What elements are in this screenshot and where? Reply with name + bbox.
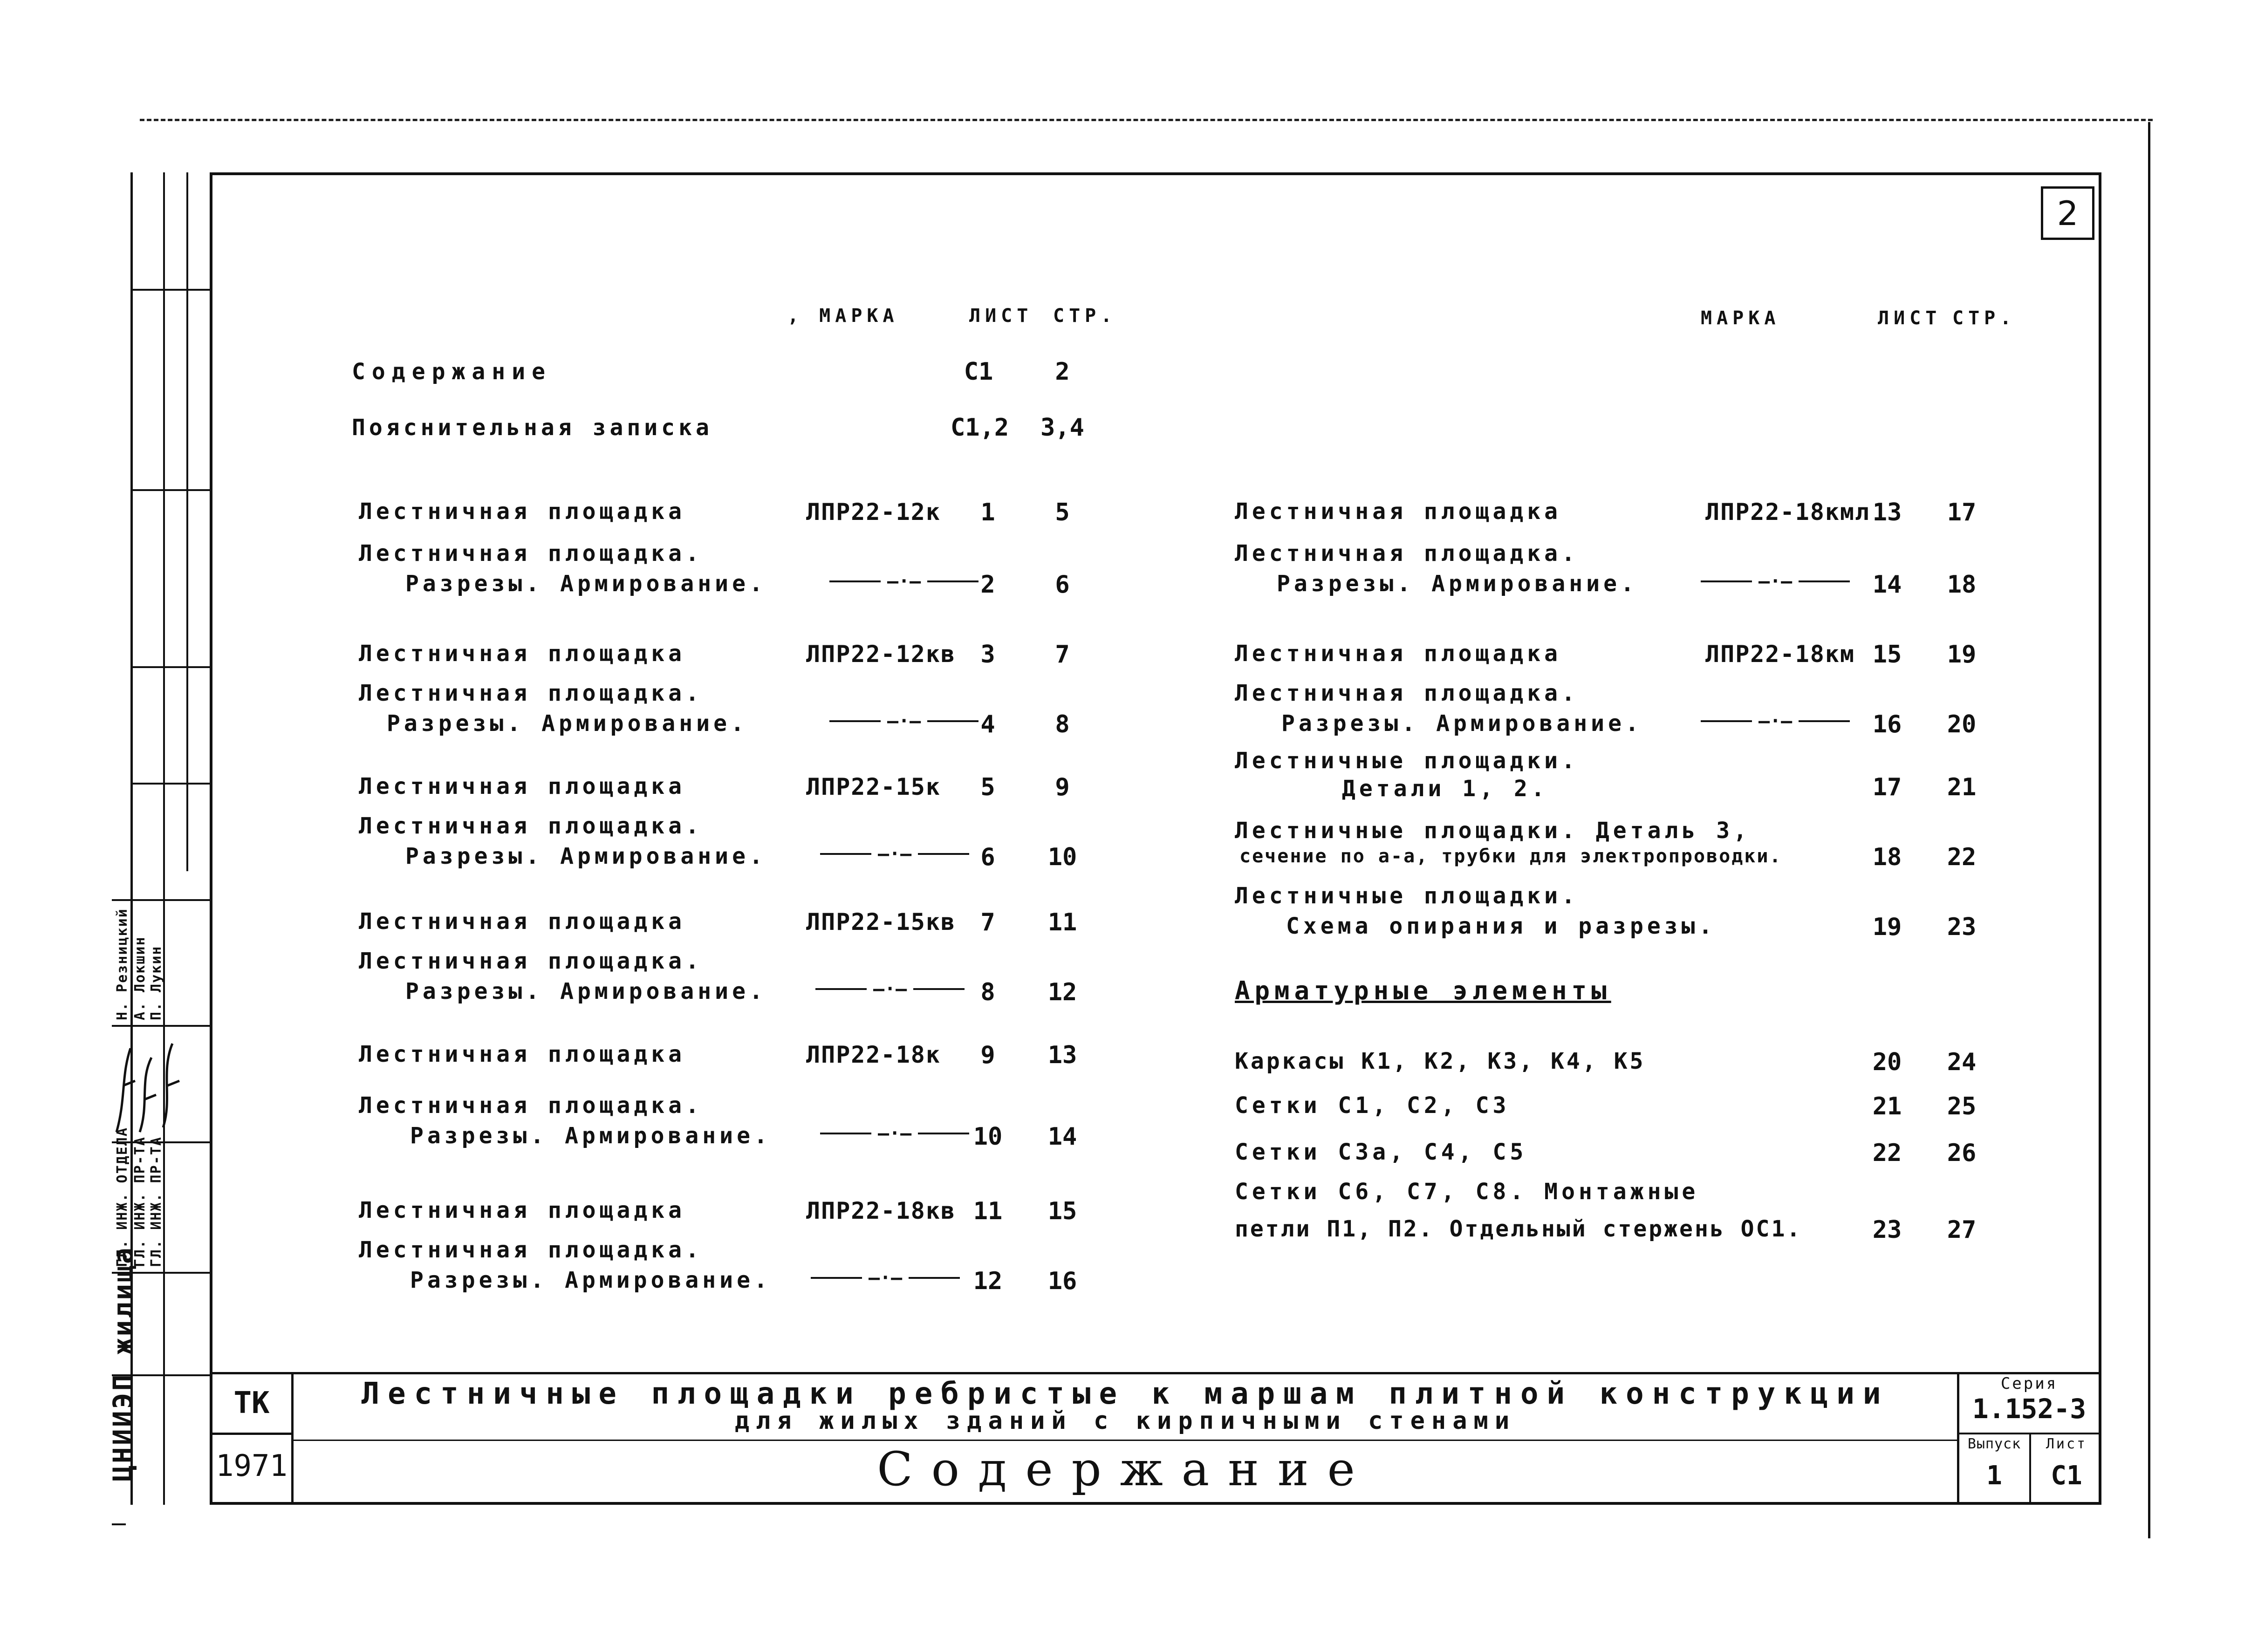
toc-left-title: Лестничная площадка. [359,813,703,839]
toc-left-ditto: —·— [815,978,965,1000]
toc-right-page: 18 [1947,571,1977,599]
toc-left-sheet: 9 [980,1041,995,1069]
toc-left-mark: ЛПР22-15кв [806,908,956,935]
title-block-issue-label: Выпуск [1967,1436,2021,1452]
left-strip-tick-5 [112,899,210,901]
title-block-divider-title [294,1440,1957,1441]
toc-left-title: Лестничная площадка [359,908,686,935]
toc-armature-page: 27 [1947,1216,1977,1244]
title-block-issue-value: 1 [1986,1461,2002,1491]
toc-right-page: 22 [1947,843,1977,871]
toc-left-sheet: 5 [980,773,995,801]
toc-right-page: 23 [1947,913,1977,941]
toc-right-sheet: 17 [1872,773,1902,801]
toc-left-title: Лестничная площадка [359,498,686,525]
toc-right-sheet: 18 [1872,843,1902,871]
toc-left-page: 9 [1055,773,1070,801]
stamp-organization: ЦНИИЭП жилища [107,1246,139,1481]
toc-left-ditto: —·— [829,571,978,592]
toc-right-subtitle: сечение по а-а, трубки для электропроводки. [1239,846,1782,867]
toc-right-sheet: 15 [1872,641,1902,669]
toc-left-ditto: —·— [820,843,969,865]
toc-left-sheet: 3 [980,641,995,669]
bottom-left-tick [112,1523,126,1525]
toc-left-title: Лестничная площадка [359,641,686,667]
stamp-name-2: А. Локшин [132,936,148,1020]
toc-right-ditto: —·— [1701,571,1850,592]
left-header-mark: , МАРКА [787,305,899,327]
toc-right-title: Лестничные площадки. [1235,748,1579,774]
left-strip-tick-3 [130,666,210,668]
left-strip-line-3 [186,172,188,871]
sheet-top-dashed-line [140,119,2153,121]
toc-left-mark: ЛПР22-12кв [806,641,956,668]
toc-intro-page-2: 3,4 [1040,414,1084,442]
toc-left-ditto: —·— [820,1123,969,1144]
toc-armature-sheet: 23 [1872,1216,1902,1244]
title-block-v1 [291,1372,294,1505]
toc-intro-sheet-1: С1 [964,358,993,386]
title-block-year: 1971 [215,1449,288,1483]
toc-left-page: 12 [1047,978,1077,1006]
toc-armature-page: 25 [1947,1092,1977,1120]
toc-right-title: Лестничная площадка [1235,498,1562,525]
title-block-title-line2: для жилых зданий с кирпичными стенами [734,1407,1516,1435]
title-block-title-line1: Лестничные площадки ребристые к маршам плитной конструкции [361,1377,1889,1411]
toc-armature-title: Каркасы К1, К2, К3, К4, К5 [1235,1048,1646,1074]
toc-left-title: Лестничная площадка. [359,948,703,974]
toc-left-page: 8 [1055,710,1070,738]
toc-left-subtitle: Разрезы. Армирование. [405,843,766,869]
title-block-v3 [2029,1433,2031,1505]
toc-left-sheet: 10 [973,1123,1003,1151]
toc-right-subtitle: Разрезы. Армирование. [1277,571,1638,597]
title-block-mid [210,1433,294,1435]
toc-right-page: 21 [1947,773,1977,801]
right-header-sheet: ЛИСТ [1878,307,1942,329]
toc-left-title: Лестничная площадка. [359,540,703,567]
title-block-code: ТК [233,1386,270,1420]
toc-right-sheet: 14 [1872,571,1902,599]
left-strip-tick-2 [130,489,210,491]
toc-left-ditto: —·— [829,710,978,732]
left-header-sheet: ЛИСТ [969,305,1033,327]
left-strip-tick-4 [130,783,210,785]
toc-left-sheet: 7 [980,908,995,936]
toc-right-mark: ЛПР22-18км [1705,641,1855,668]
toc-left-subtitle: Разрезы. Армирование. [410,1267,771,1293]
toc-left-sheet: 6 [980,843,995,871]
toc-right-ditto: —·— [1701,710,1850,732]
toc-right-mark: ЛПР22-18кмл [1705,498,1870,526]
toc-left-title: Лестничная площадка [359,1041,686,1067]
toc-left-page: 6 [1055,571,1070,599]
toc-left-page: 5 [1055,498,1070,526]
toc-left-page: 16 [1047,1267,1077,1295]
toc-left-ditto: —·— [811,1267,960,1289]
title-block-top [210,1372,2101,1374]
toc-armature-page: 24 [1947,1048,1977,1076]
toc-armature-sheet: 22 [1872,1139,1902,1167]
toc-right-title: Лестничные площадки. Деталь 3, [1235,818,1751,844]
toc-left-page: 15 [1047,1197,1077,1225]
stamp-name-1: Н. Резницкий [114,908,130,1020]
toc-left-subtitle: Разрезы. Армирование. [410,1123,771,1149]
toc-intro-title-1: Содержание [352,359,552,385]
toc-right-subtitle: Детали 1, 2. [1342,776,1548,802]
left-strip-line-2 [163,172,165,1505]
toc-right-page: 19 [1947,641,1977,669]
toc-left-sheet: 11 [973,1197,1003,1225]
toc-right-sheet: 19 [1872,913,1902,941]
page-number-box [2041,186,2094,240]
toc-armature-title: Сетки С6, С7, С8. Монтажные [1235,1179,1699,1205]
toc-left-mark: ЛПР22-12к [806,498,941,526]
stamp-role-2: ГЛ. ИНЖ. ПР-ТА [132,1136,148,1267]
toc-left-mark: ЛПР22-18кв [806,1197,956,1224]
toc-right-page: 20 [1947,710,1977,738]
toc-left-mark: ЛПР22-15к [806,773,941,800]
toc-left-title: Лестничная площадка. [359,1092,703,1119]
left-strip-tick-6 [112,1025,210,1027]
title-block-sheet-label: Лист [2046,1436,2087,1452]
toc-left-sheet: 8 [980,978,995,1006]
toc-left-title: Лестничная площадка. [359,1237,703,1263]
stamp-role-1: ГЛ. ИНЖ. ОТДЕЛА [114,1127,130,1267]
toc-armature-title: Сетки С3а, С4, С5 [1235,1139,1527,1165]
page-number: 2 [2057,193,2079,233]
toc-left-subtitle: Разрезы. Армирование. [405,978,766,1004]
toc-left-page: 13 [1047,1041,1077,1069]
toc-armature-sheet: 21 [1872,1092,1902,1120]
toc-left-title: Лестничная площадка [359,773,686,799]
toc-armature-title: Сетки С1, С2, С3 [1235,1092,1510,1119]
toc-right-subtitle: Схема опирания и разрезы. [1286,913,1716,939]
toc-left-subtitle: Разрезы. Армирование. [387,710,748,737]
toc-intro-page-1: 2 [1055,358,1070,386]
toc-armature-subtitle: петли П1, П2. Отдельный стержень ОС1. [1235,1216,1802,1242]
toc-left-mark: ЛПР22-18к [806,1041,941,1068]
toc-left-sheet: 12 [973,1267,1003,1295]
toc-intro-sheet-2: С1,2 [951,414,1009,442]
right-header-mark: МАРКА [1701,307,1780,329]
toc-right-title: Лестничные площадки. [1235,883,1579,909]
title-block-sheet-value: С1 [2051,1461,2082,1491]
toc-armature-sheet: 20 [1872,1048,1902,1076]
stamp-role-3: ГЛ. ИНЖ. ПР-ТА [148,1136,164,1267]
section-armature-heading: Арматурные элементы [1235,976,1611,1005]
toc-right-subtitle: Разрезы. Армирование. [1281,710,1642,737]
stamp-name-3: П. Лукин [148,945,164,1020]
toc-intro-title-2: Пояснительная записка [352,415,713,441]
left-header-page: СТР. [1053,305,1117,327]
sheet-right-edge [2148,122,2150,1538]
toc-left-sheet: 1 [980,498,995,526]
toc-right-page: 17 [1947,498,1977,526]
toc-right-title: Лестничная площадка [1235,641,1562,667]
toc-right-title: Лестничная площадка. [1235,680,1579,706]
toc-left-page: 14 [1047,1123,1077,1151]
toc-right-sheet: 13 [1872,498,1902,526]
toc-left-sheet: 4 [980,710,995,738]
left-strip-tick-1 [130,289,210,291]
title-block-doc-title: Содержание [877,1442,1374,1496]
toc-left-subtitle: Разрезы. Армирование. [405,571,766,597]
toc-left-title: Лестничная площадка. [359,680,703,706]
toc-right-sheet: 16 [1872,710,1902,738]
toc-left-title: Лестничная площадка [359,1197,686,1223]
title-block-series-value: 1.152-3 [1972,1393,2087,1425]
right-header-page: СТР. [1952,307,2016,329]
toc-armature-page: 26 [1947,1139,1977,1167]
toc-left-page: 10 [1047,843,1077,871]
title-block-series-label: Серия [2000,1374,2058,1393]
toc-left-page: 11 [1047,908,1077,936]
signature-marks [112,1030,205,1141]
toc-left-sheet: 2 [980,571,995,599]
toc-right-title: Лестничная площадка. [1235,540,1579,567]
toc-left-page: 7 [1055,641,1070,669]
